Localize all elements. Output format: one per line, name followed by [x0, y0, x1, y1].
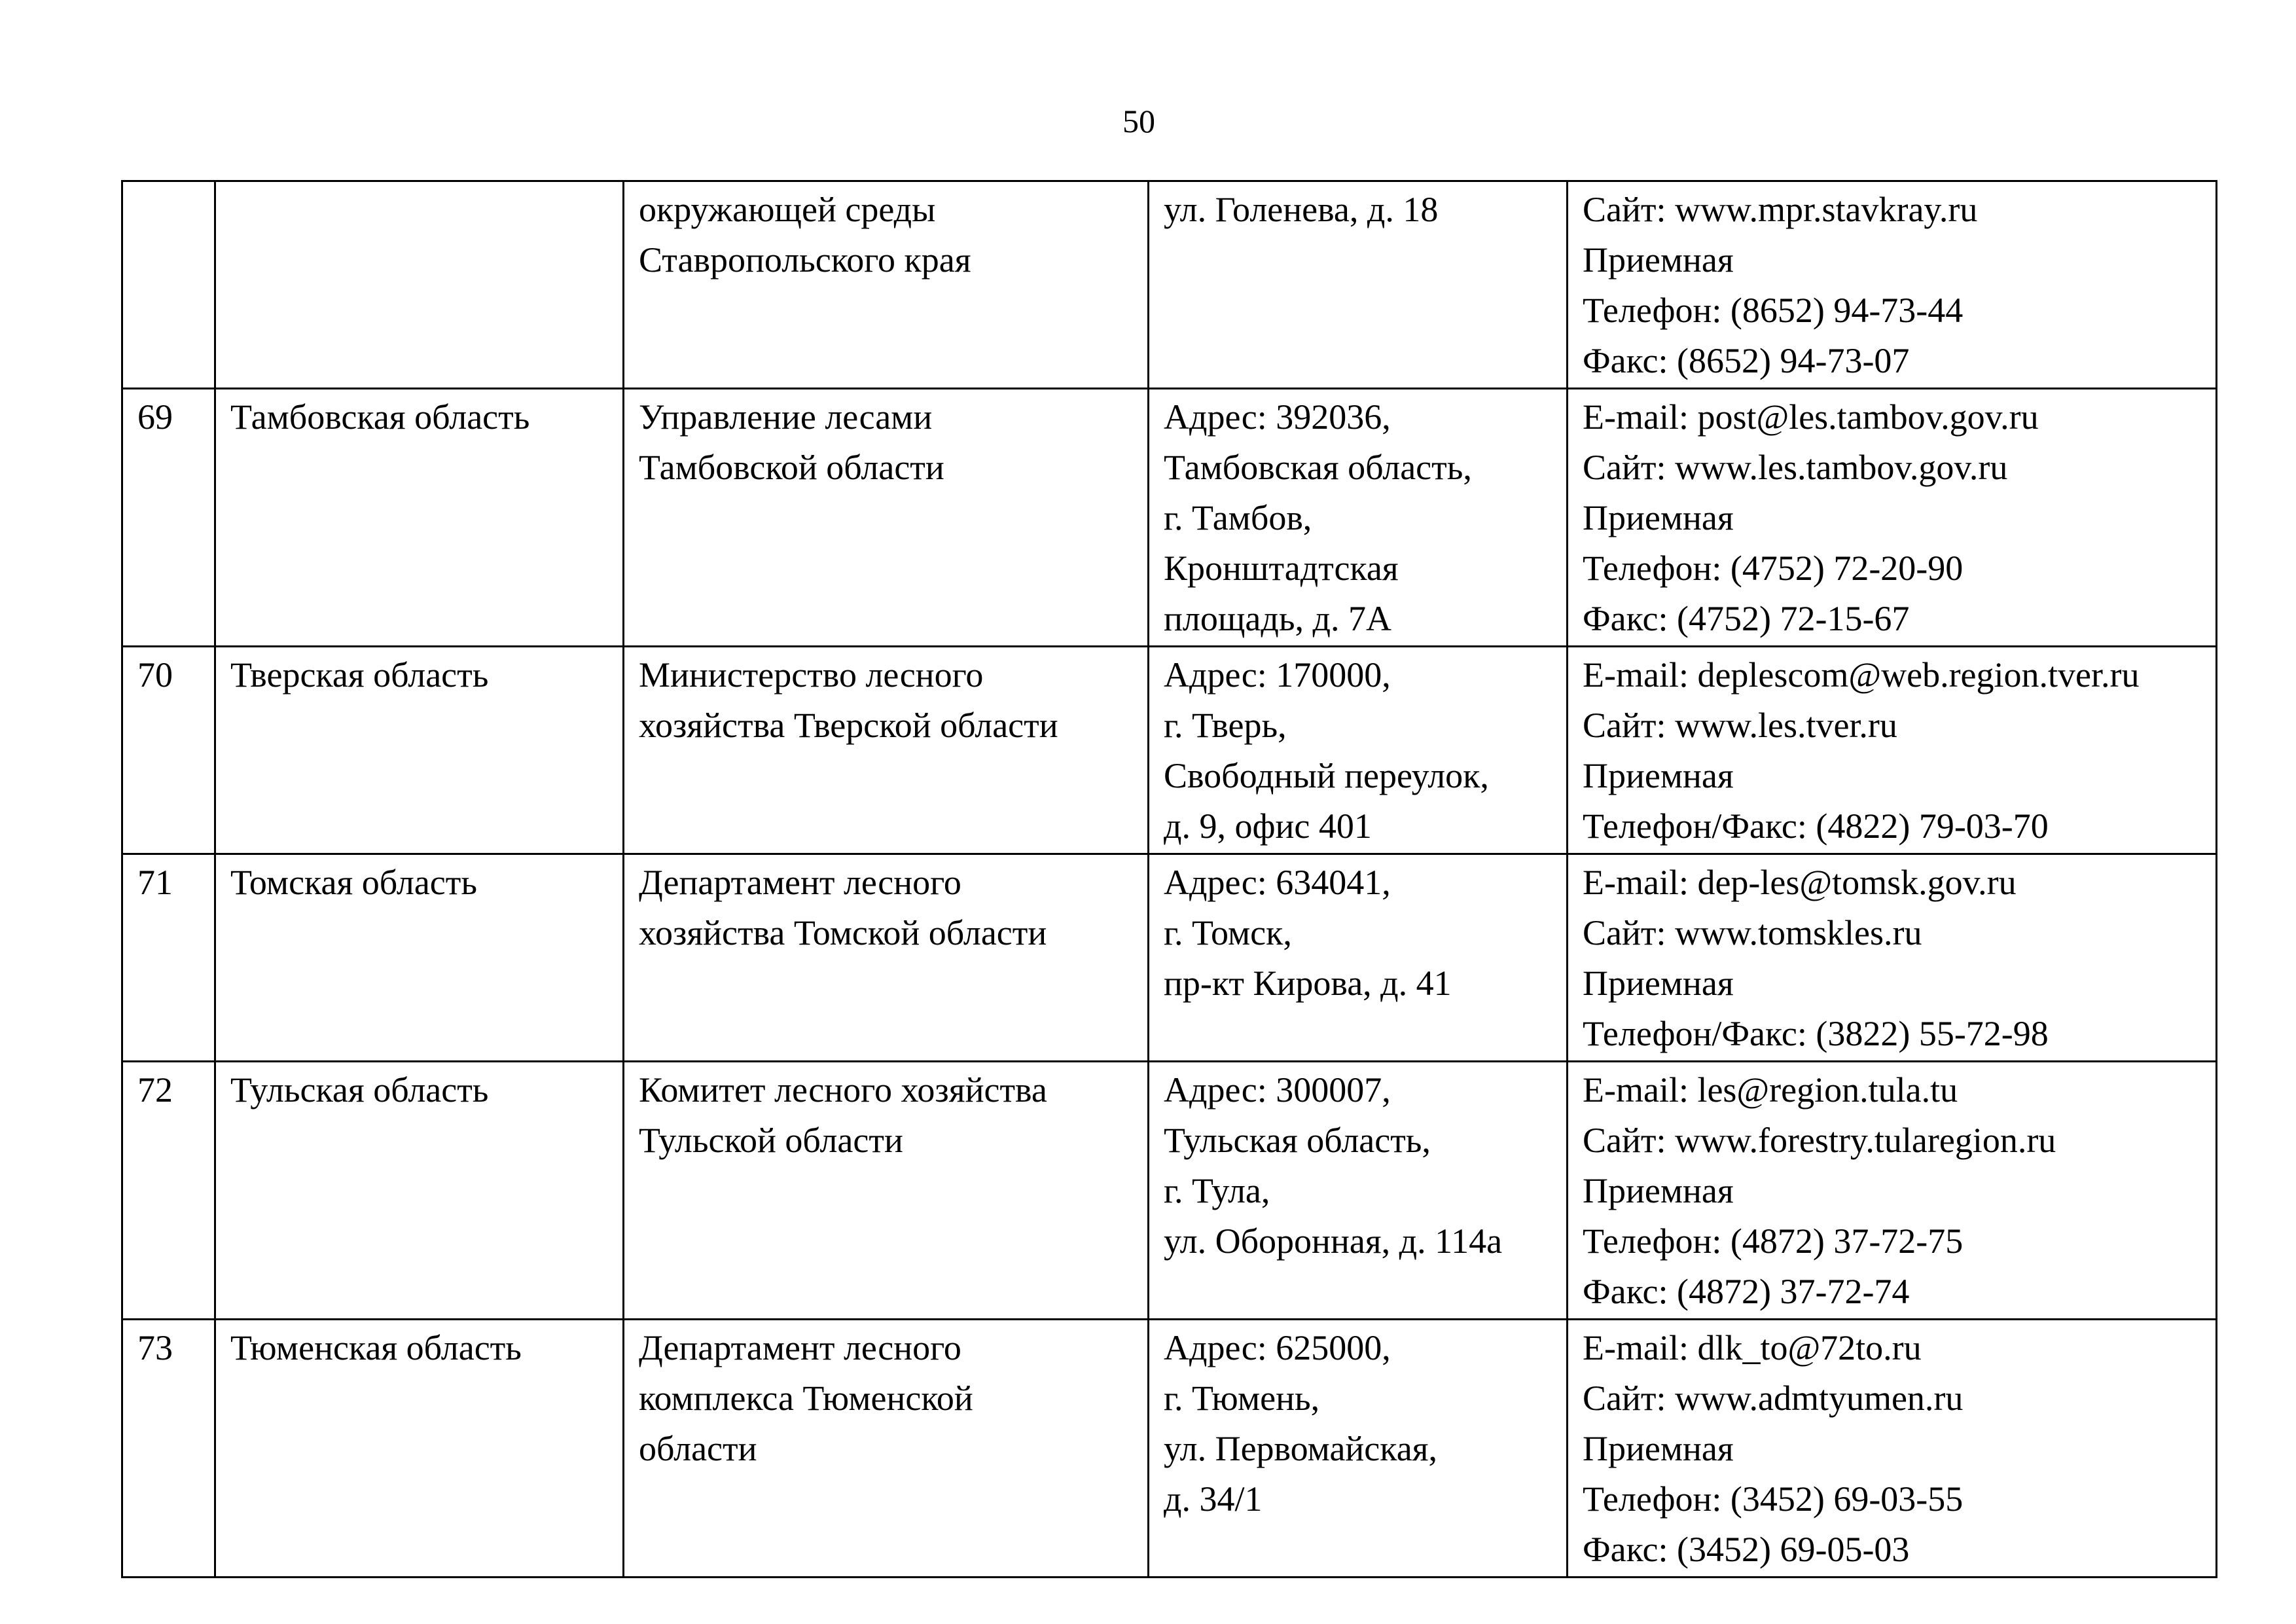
cell-contacts-line: Приемная — [1583, 1171, 1734, 1210]
cell-authority-line: Тамбовской области — [639, 448, 944, 487]
cell-contacts — [1568, 389, 2217, 647]
cell-contacts-line: Факс: (3452) 69-05-03 — [1583, 1530, 1910, 1569]
cell-contacts-line: Приемная — [1583, 756, 1734, 795]
cell-contacts-line: E-mail: deplescom@web.region.tver.ru — [1583, 655, 2140, 695]
cell-contacts — [1568, 1320, 2217, 1578]
table-body — [122, 181, 2217, 1578]
cell-number — [122, 181, 215, 389]
cell-contacts-line: Факс: (4752) 72-15-67 — [1583, 599, 1910, 638]
cell-authority-line: Департамент лесного — [639, 863, 961, 902]
cell-contacts — [1568, 854, 2217, 1062]
cell-address — [1149, 1062, 1568, 1320]
cell-contacts-line: Сайт: www.forestry.tularegion.ru — [1583, 1121, 2056, 1160]
table-row — [122, 181, 2217, 389]
page-number: 50 — [1122, 103, 1155, 139]
cell-authority — [624, 854, 1149, 1062]
cell-region: Тверская область — [215, 647, 624, 854]
cell-contacts-line: Сайт: www.tomskles.ru — [1583, 913, 1922, 952]
cell-contacts-line: Сайт: www.mpr.stavkray.ru — [1583, 190, 1978, 229]
cell-address — [1149, 1320, 1568, 1578]
cell-number: 71 — [122, 854, 215, 1062]
cell-contacts-line: Приемная — [1583, 240, 1734, 280]
cell-authority — [624, 647, 1149, 854]
cell-address-line: Кронштадтская — [1164, 549, 1399, 588]
cell-authority-line: Управление лесами — [639, 397, 933, 437]
cell-contacts-line: Телефон: (4752) 72-20-90 — [1583, 549, 1964, 588]
cell-address-line: Тульская область, — [1164, 1121, 1431, 1160]
cell-contacts-line: Факс: (4872) 37-72-74 — [1583, 1272, 1910, 1311]
cell-region: Тюменская область — [215, 1320, 624, 1578]
cell-address — [1149, 389, 1568, 647]
cell-contacts-line: Приемная — [1583, 1429, 1734, 1468]
cell-contacts-line: E-mail: dep-les@tomsk.gov.ru — [1583, 863, 2017, 902]
cell-authority-line: окружающей среды — [639, 190, 936, 229]
cell-authority-line: Ставропольского края — [639, 240, 971, 280]
cell-number: 69 — [122, 389, 215, 647]
cell-contacts-line: E-mail: dlk_to@72to.ru — [1583, 1328, 1922, 1367]
cell-number: 70 — [122, 647, 215, 854]
table-row — [122, 1320, 2217, 1578]
cell-region: Тульская область — [215, 1062, 624, 1320]
cell-address-line: Адрес: 392036, — [1164, 397, 1391, 437]
table-row — [122, 389, 2217, 647]
table-row — [122, 647, 2217, 854]
cell-authority-line: Тульской области — [639, 1121, 903, 1160]
cell-authority-line: комплекса Тюменской — [639, 1379, 973, 1418]
cell-address-line: Свободный переулок, — [1164, 756, 1489, 795]
cell-contacts-line: Приемная — [1583, 964, 1734, 1003]
cell-address-line: площадь, д. 7А — [1164, 599, 1391, 638]
cell-address — [1149, 854, 1568, 1062]
cell-number: 72 — [122, 1062, 215, 1320]
cell-address-line: г. Томск, — [1164, 913, 1292, 952]
cell-contacts-line: E-mail: post@les.tambov.gov.ru — [1583, 397, 2039, 437]
cell-address-line: Адрес: 300007, — [1164, 1070, 1391, 1110]
cell-region: Тамбовская область — [215, 389, 624, 647]
cell-number: 73 — [122, 1320, 215, 1578]
cell-address-line: г. Тюмень, — [1164, 1379, 1320, 1418]
cell-authority-line: хозяйства Томской области — [639, 913, 1047, 952]
table-row — [122, 1062, 2217, 1320]
cell-authority-line: хозяйства Тверской области — [639, 706, 1058, 745]
cell-address-line: ул. Голенева, д. 18 — [1164, 190, 1439, 229]
cell-address-line: пр-кт Кирова, д. 41 — [1164, 964, 1452, 1003]
cell-address-line: г. Тверь, — [1164, 706, 1287, 745]
cell-contacts — [1568, 647, 2217, 854]
cell-address-line: д. 34/1 — [1164, 1479, 1263, 1519]
cell-address-line: д. 9, офис 401 — [1164, 806, 1372, 846]
cell-authority — [624, 389, 1149, 647]
cell-address-line: г. Тамбов, — [1164, 498, 1312, 537]
cell-authority-line: Комитет лесного хозяйства — [639, 1070, 1047, 1110]
cell-address-line: Адрес: 625000, — [1164, 1328, 1391, 1367]
cell-authority-line: Департамент лесного — [639, 1328, 961, 1367]
cell-address-line: ул. Первомайская, — [1164, 1429, 1437, 1468]
cell-address — [1149, 647, 1568, 854]
cell-contacts — [1568, 181, 2217, 389]
cell-contacts-line: Сайт: www.les.tambov.gov.ru — [1583, 448, 2008, 487]
cell-contacts-line: Телефон/Факс: (3822) 55-72-98 — [1583, 1014, 2049, 1053]
cell-address-line: Адрес: 634041, — [1164, 863, 1391, 902]
cell-authority — [624, 1320, 1149, 1578]
cell-authority — [624, 181, 1149, 389]
cell-contacts — [1568, 1062, 2217, 1320]
cell-authority-line: области — [639, 1429, 757, 1468]
cell-address — [1149, 181, 1568, 389]
cell-authority-line: Министерство лесного — [639, 655, 984, 695]
cell-address-line: Тамбовская область, — [1164, 448, 1472, 487]
cell-contacts-line: Телефон: (4872) 37-72-75 — [1583, 1221, 1964, 1261]
forestry-contacts-table — [121, 180, 2217, 1578]
cell-contacts-line: Телефон/Факс: (4822) 79-03-70 — [1583, 806, 2049, 846]
cell-region: Томская область — [215, 854, 624, 1062]
cell-contacts-line: E-mail: les@region.tula.tu — [1583, 1070, 1958, 1110]
cell-contacts-line: Сайт: www.admtyumen.ru — [1583, 1379, 1964, 1418]
cell-address-line: г. Тула, — [1164, 1171, 1270, 1210]
cell-contacts-line: Сайт: www.les.tver.ru — [1583, 706, 1897, 745]
cell-address-line: Адрес: 170000, — [1164, 655, 1391, 695]
table-row — [122, 854, 2217, 1062]
cell-region — [215, 181, 624, 389]
cell-contacts-line: Телефон: (8652) 94-73-44 — [1583, 291, 1964, 330]
cell-authority — [624, 1062, 1149, 1320]
cell-contacts-line: Приемная — [1583, 498, 1734, 537]
cell-contacts-line: Телефон: (3452) 69-03-55 — [1583, 1479, 1964, 1519]
cell-contacts-line: Факс: (8652) 94-73-07 — [1583, 341, 1910, 380]
cell-address-line: ул. Оборонная, д. 114а — [1164, 1221, 1503, 1261]
